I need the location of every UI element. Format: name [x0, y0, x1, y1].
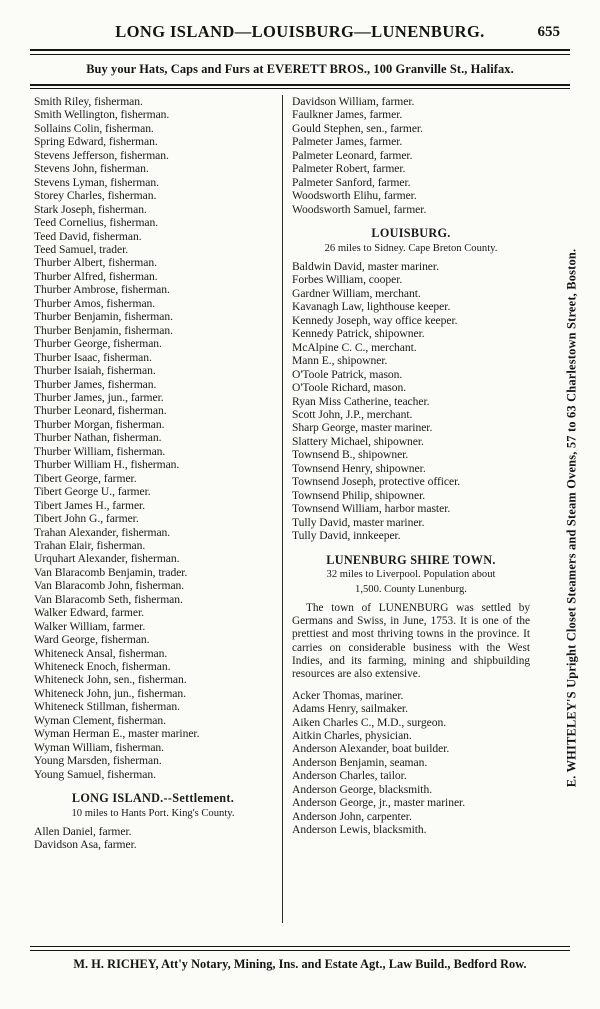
right-column-entry-list: [292, 95, 530, 216]
list-item: Thurber Benjamin, fisherman.: [34, 310, 173, 324]
list-item: Tibert George U., farmer.: [34, 485, 151, 499]
list-item: Ward George, fisherman.: [34, 633, 150, 647]
list-item: Stevens Lyman, fisherman.: [34, 175, 159, 189]
list-item: Thurber Amos, fisherman.: [34, 296, 156, 310]
list-item: Townsend Philip, shipowner.: [292, 488, 426, 502]
list-item: Thurber Leonard, fisherman.: [34, 404, 167, 418]
list-item: Thurber Benjamin, fisherman.: [34, 323, 173, 337]
list-item: Palmeter Robert, farmer.: [292, 162, 406, 176]
lunenburg-description: The town of LUNENBURG was settled by Germans and Swiss, in June, 1753. It is one of the prettiest and most thriving towns in the province. It carries on considerable business with the West Indies, and its farming, mining and shipbuilding resources are also extensive.: [292, 601, 530, 681]
section-subheading-louisburg: 26 miles to Sidney. Cape Breton County.: [324, 242, 498, 254]
column-divider: [282, 95, 283, 923]
running-head: LONG ISLAND—LOUISBURG—LUNENBURG.: [115, 22, 485, 41]
rule-under-ad-thin: [30, 88, 570, 89]
directory-body: [30, 95, 540, 940]
list-item: Teed Cornelius, fisherman.: [34, 216, 159, 230]
list-item: Young Samuel, fisherman.: [34, 767, 156, 781]
list-item: Anderson Lewis, blacksmith.: [292, 823, 427, 837]
list-item: Van Blaracomb Seth, fisherman.: [34, 592, 183, 606]
list-item: Palmeter Leonard, farmer.: [292, 148, 413, 162]
section-subheading-lunenburg-line2: 1,500. County Lunenburg.: [355, 584, 467, 596]
list-item: Townsend Henry, shipowner.: [292, 461, 426, 475]
list-item: Thurber Ambrose, fisherman.: [34, 283, 170, 297]
list-item: Sollains Colin, fisherman.: [34, 121, 154, 135]
list-item: Townsend Joseph, protective officer.: [292, 475, 461, 489]
list-item: Walker William, farmer.: [34, 619, 146, 633]
list-item: Van Blaracomb John, fisherman.: [34, 579, 185, 593]
list-item: Aitkin Charles, physician.: [292, 729, 412, 742]
list-item: O'Toole Richard, mason.: [292, 381, 407, 395]
lunenburg-entry-list: [292, 689, 530, 837]
list-item: Tibert John G., farmer.: [34, 512, 139, 526]
list-item: Urquhart Alexander, fisherman.: [34, 552, 180, 566]
list-item: O'Toole Patrick, mason.: [292, 367, 403, 381]
advertisement-top: Buy your Hats, Caps and Furs at EVERETT BROS., 100 Granville St., Halifax.: [86, 62, 514, 76]
right-column: [292, 95, 530, 837]
list-item: Woodsworth Elihu, farmer.: [292, 189, 417, 203]
list-item: Thurber Nathan, fisherman.: [34, 431, 162, 445]
list-item: Trahan Elair, fisherman.: [34, 538, 146, 552]
list-item: Teed Samuel, trader.: [34, 242, 129, 256]
louisburg-entry-list: [292, 260, 530, 543]
list-item: Wyman Herman E., master mariner.: [34, 727, 200, 741]
list-item: Stevens John, fisherman.: [34, 162, 149, 176]
list-item: Thurber Isaac, fisherman.: [34, 350, 152, 364]
left-column-entry-list: [34, 95, 272, 781]
advertisement-side: [560, 95, 584, 940]
list-item: Whiteneck John, sen., fisherman.: [34, 673, 187, 687]
left-column: [34, 95, 272, 852]
list-item: Palmeter Sanford, farmer.: [292, 175, 411, 189]
list-item: Kavanagh Law, lighthouse keeper.: [292, 300, 451, 314]
list-item: McAlpine C. C., merchant.: [292, 340, 417, 354]
list-item: Anderson Benjamin, seaman.: [292, 755, 428, 769]
list-item: Tully David, master mariner.: [292, 515, 425, 529]
list-item: Kennedy Joseph, way office keeper.: [292, 313, 458, 327]
rule-under-ad-thick: [30, 84, 570, 86]
list-item: Tully David, innkeeper.: [292, 529, 401, 543]
list-item: Thurber Albert, fisherman.: [34, 256, 157, 270]
list-item: Wyman Clement, fisherman.: [34, 713, 166, 727]
list-item: Young Marsden, fisherman.: [34, 754, 162, 768]
list-item: Thurber William H., fisherman.: [34, 458, 180, 472]
rule-bottom-thin: [30, 946, 570, 947]
list-item: Davidson Asa, farmer.: [34, 838, 137, 852]
list-item: Acker Thomas, mariner.: [292, 688, 404, 702]
list-item: Townsend William, harbor master.: [292, 502, 451, 516]
list-item: Forbes William, cooper.: [292, 273, 403, 287]
list-item: Smith Wellington, fisherman.: [34, 108, 170, 122]
long-island-entry-list: [34, 825, 272, 852]
list-item: Sharp George, master mariner.: [292, 421, 433, 435]
list-item: Stark Joseph, fisherman.: [34, 202, 147, 216]
advertisement-bottom: M. H. RICHEY, Att'y Notary, Mining, Ins. and Estate Agt., Law Build., Bedford Row.: [73, 957, 527, 971]
list-item: Thurber Isaiah, fisherman.: [34, 364, 156, 378]
list-item: Thurber William, fisherman.: [34, 444, 166, 458]
list-item: Adams Henry, sailmaker.: [292, 702, 408, 716]
list-item: Walker Edward, farmer.: [34, 606, 144, 620]
list-item: Storey Charles, fisherman.: [34, 189, 157, 203]
list-item: Gould Stephen, sen., farmer.: [292, 121, 423, 135]
rule-bottom-thick: [30, 950, 570, 952]
rule-top-thick: [30, 49, 570, 51]
list-item: Whiteneck John, jun., fisherman.: [34, 686, 186, 700]
list-item: Tibert George, farmer.: [34, 471, 137, 485]
list-item: Slattery Michael, shipowner.: [292, 434, 424, 448]
list-item: Woodsworth Samuel, farmer.: [292, 202, 427, 216]
list-item: Palmeter James, farmer.: [292, 135, 403, 149]
list-item: Scott John, J.P., merchant.: [292, 407, 413, 421]
list-item: Townsend B., shipowner.: [292, 448, 409, 462]
list-item: Whiteneck Ansal, fisherman.: [34, 646, 168, 660]
list-item: Baldwin David, master mariner.: [292, 259, 439, 273]
list-item: Mann E., shipowner.: [292, 354, 388, 368]
list-item: Allen Daniel, farmer.: [34, 825, 132, 839]
list-item: Kennedy Patrick, shipowner.: [292, 327, 425, 341]
list-item: Ryan Miss Catherine, teacher.: [292, 394, 430, 408]
list-item: Anderson John, carpenter.: [292, 809, 412, 823]
list-item: Van Blaracomb Benjamin, trader.: [34, 565, 188, 579]
list-item: Tibert James H., farmer.: [34, 498, 146, 512]
list-item: Davidson William, farmer.: [292, 95, 415, 108]
list-item: Wyman William, fisherman.: [34, 740, 165, 754]
list-item: Stevens Jefferson, fisherman.: [34, 148, 169, 162]
list-item: Whiteneck Enoch, fisherman.: [34, 660, 171, 674]
list-item: Anderson George, blacksmith.: [292, 782, 433, 796]
section-heading-long-island: LONG ISLAND.--Settlement.: [71, 791, 235, 806]
list-item: Smith Riley, fisherman.: [34, 95, 143, 108]
list-item: Anderson Charles, tailor.: [292, 769, 407, 783]
list-item: Aiken Charles C., M.D., surgeon.: [292, 715, 447, 729]
section-subheading-long-island: 10 miles to Hants Port. King's County.: [71, 807, 235, 819]
list-item: Whiteneck Stillman, fisherman.: [34, 700, 180, 714]
list-item: Anderson George, jr., master mariner.: [292, 796, 466, 810]
section-heading-lunenburg: LUNENBURG SHIRE TOWN.: [326, 552, 496, 567]
page-number: 655: [537, 24, 560, 40]
list-item: Anderson Alexander, boat builder.: [292, 742, 450, 756]
rule-top-thin: [30, 54, 570, 55]
list-item: Trahan Alexander, fisherman.: [34, 525, 171, 539]
list-item: Thurber Alfred, fisherman.: [34, 269, 158, 283]
list-item: Thurber Morgan, fisherman.: [34, 417, 165, 431]
advertisement-side-text: E. WHITELEY'S Upright Closet Steamers and Steam Ovens, 57 to 63 Charlestown Street, Boston.: [564, 248, 579, 787]
list-item: Gardner William, merchant.: [292, 286, 421, 300]
section-subheading-lunenburg-line1: 32 miles to Liverpool. Population about: [326, 568, 496, 580]
list-item: Spring Edward, fisherman.: [34, 135, 158, 149]
list-item: Thurber George, fisherman.: [34, 337, 162, 351]
list-item: Faulkner James, farmer.: [292, 108, 403, 122]
list-item: Thurber James, jun., farmer.: [34, 390, 164, 404]
list-item: Thurber James, fisherman.: [34, 377, 157, 391]
section-heading-louisburg: LOUISBURG.: [371, 226, 451, 241]
list-item: Teed David, fisherman.: [34, 229, 142, 243]
